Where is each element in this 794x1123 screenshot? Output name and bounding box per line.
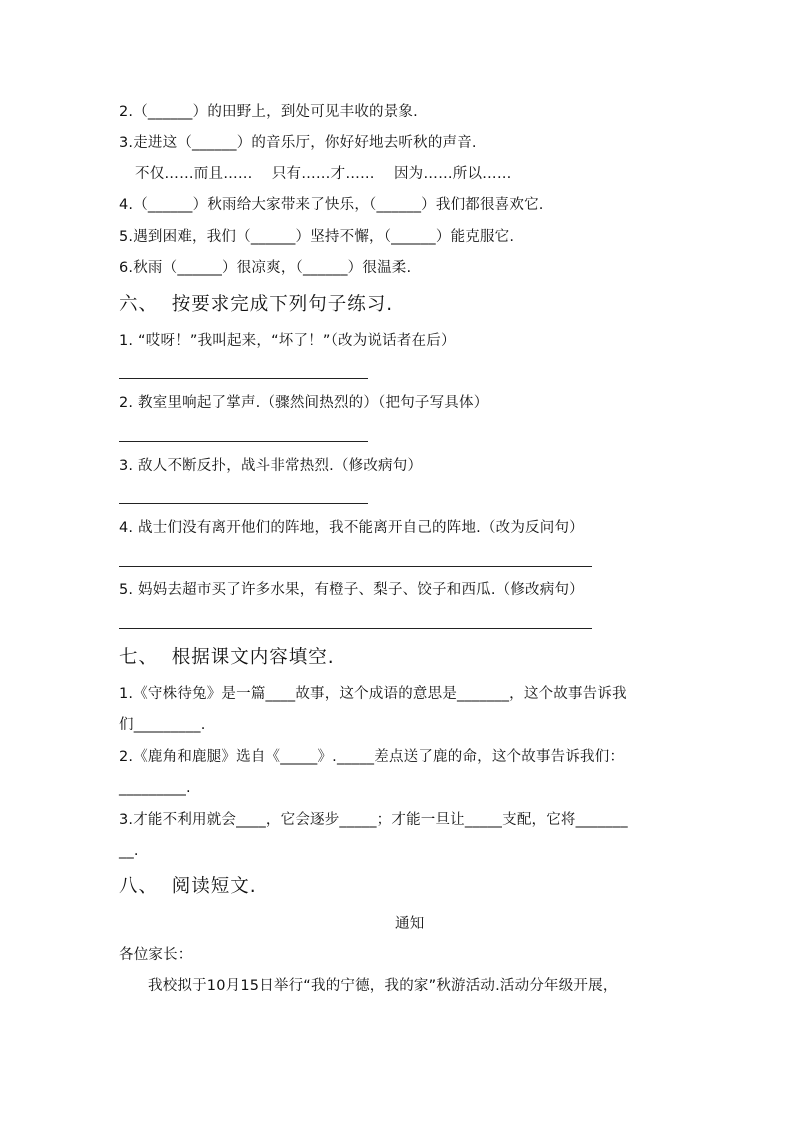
section-7-heading: 七、 根据课文内容填空. (119, 647, 335, 668)
fill-question-5: 5.遇到困难，我们（______）坚持不懈，（______）能克服它. (119, 229, 515, 245)
fill-question-3: 3.走进这（______）的音乐厅，你好好地去听秋的声音. (119, 135, 477, 151)
text-fill-3-line2: __. (119, 843, 139, 859)
answer-line-1 (119, 378, 368, 379)
notice-salutation: 各位家长： (119, 947, 193, 963)
fill-question-4: 4.（______）秋雨给大家带来了快乐，（______）我们都很喜欢它. (119, 197, 544, 213)
answer-line-4 (119, 566, 592, 567)
notice-body-line1: 我校拟于10月15日举行“我的宁德，我的家”秋游活动.活动分年级开展， (148, 978, 618, 994)
conjunction-options: 不仅……而且…… 只有……才…… 因为……所以…… (135, 166, 512, 182)
section-8-heading: 八、 阅读短文. (119, 876, 257, 897)
sentence-question-3: 3. 敌人不断反扑，战斗非常热烈.（修改病句） (119, 458, 423, 474)
sentence-question-2: 2. 教室里响起了掌声.（骤然间热烈的）（把句子写具体） (119, 395, 489, 411)
notice-title: 通知 (395, 916, 425, 932)
answer-line-2 (119, 441, 368, 442)
fill-question-2: 2.（______）的田野上，到处可见丰收的景象. (119, 104, 418, 120)
sentence-question-1: 1. “哎呀！”我叫起来，“坏了！”（改为说话者在后） (119, 333, 456, 349)
text-fill-1-line1: 1.《守株待兔》是一篇____故事，这个成语的意思是_______，这个故事告诉我 (119, 686, 627, 702)
answer-line-5 (119, 628, 592, 629)
text-fill-2-line2: _________. (119, 780, 191, 796)
fill-question-6: 6.秋雨（______）很凉爽，（______）很温柔. (119, 260, 412, 276)
answer-line-3 (119, 503, 368, 504)
text-fill-1-line2: 们_________. (119, 717, 206, 733)
sentence-question-4: 4. 战士们没有离开他们的阵地，我不能离开自己的阵地.（改为反问句） (119, 520, 584, 536)
sentence-question-5: 5. 妈妈去超市买了许多水果，有橙子、梨子、饺子和西瓜.（修改病句） (119, 582, 584, 598)
text-fill-3-line1: 3.才能不利用就会____，它会逐步_____；才能一旦让_____支配，它将_______ (119, 812, 628, 828)
section-6-heading: 六、 按要求完成下列句子练习. (119, 294, 394, 315)
text-fill-2-line1: 2.《鹿角和鹿腿》选自《_____》._____差点送了鹿的命，这个故事告诉我们： (119, 749, 625, 765)
